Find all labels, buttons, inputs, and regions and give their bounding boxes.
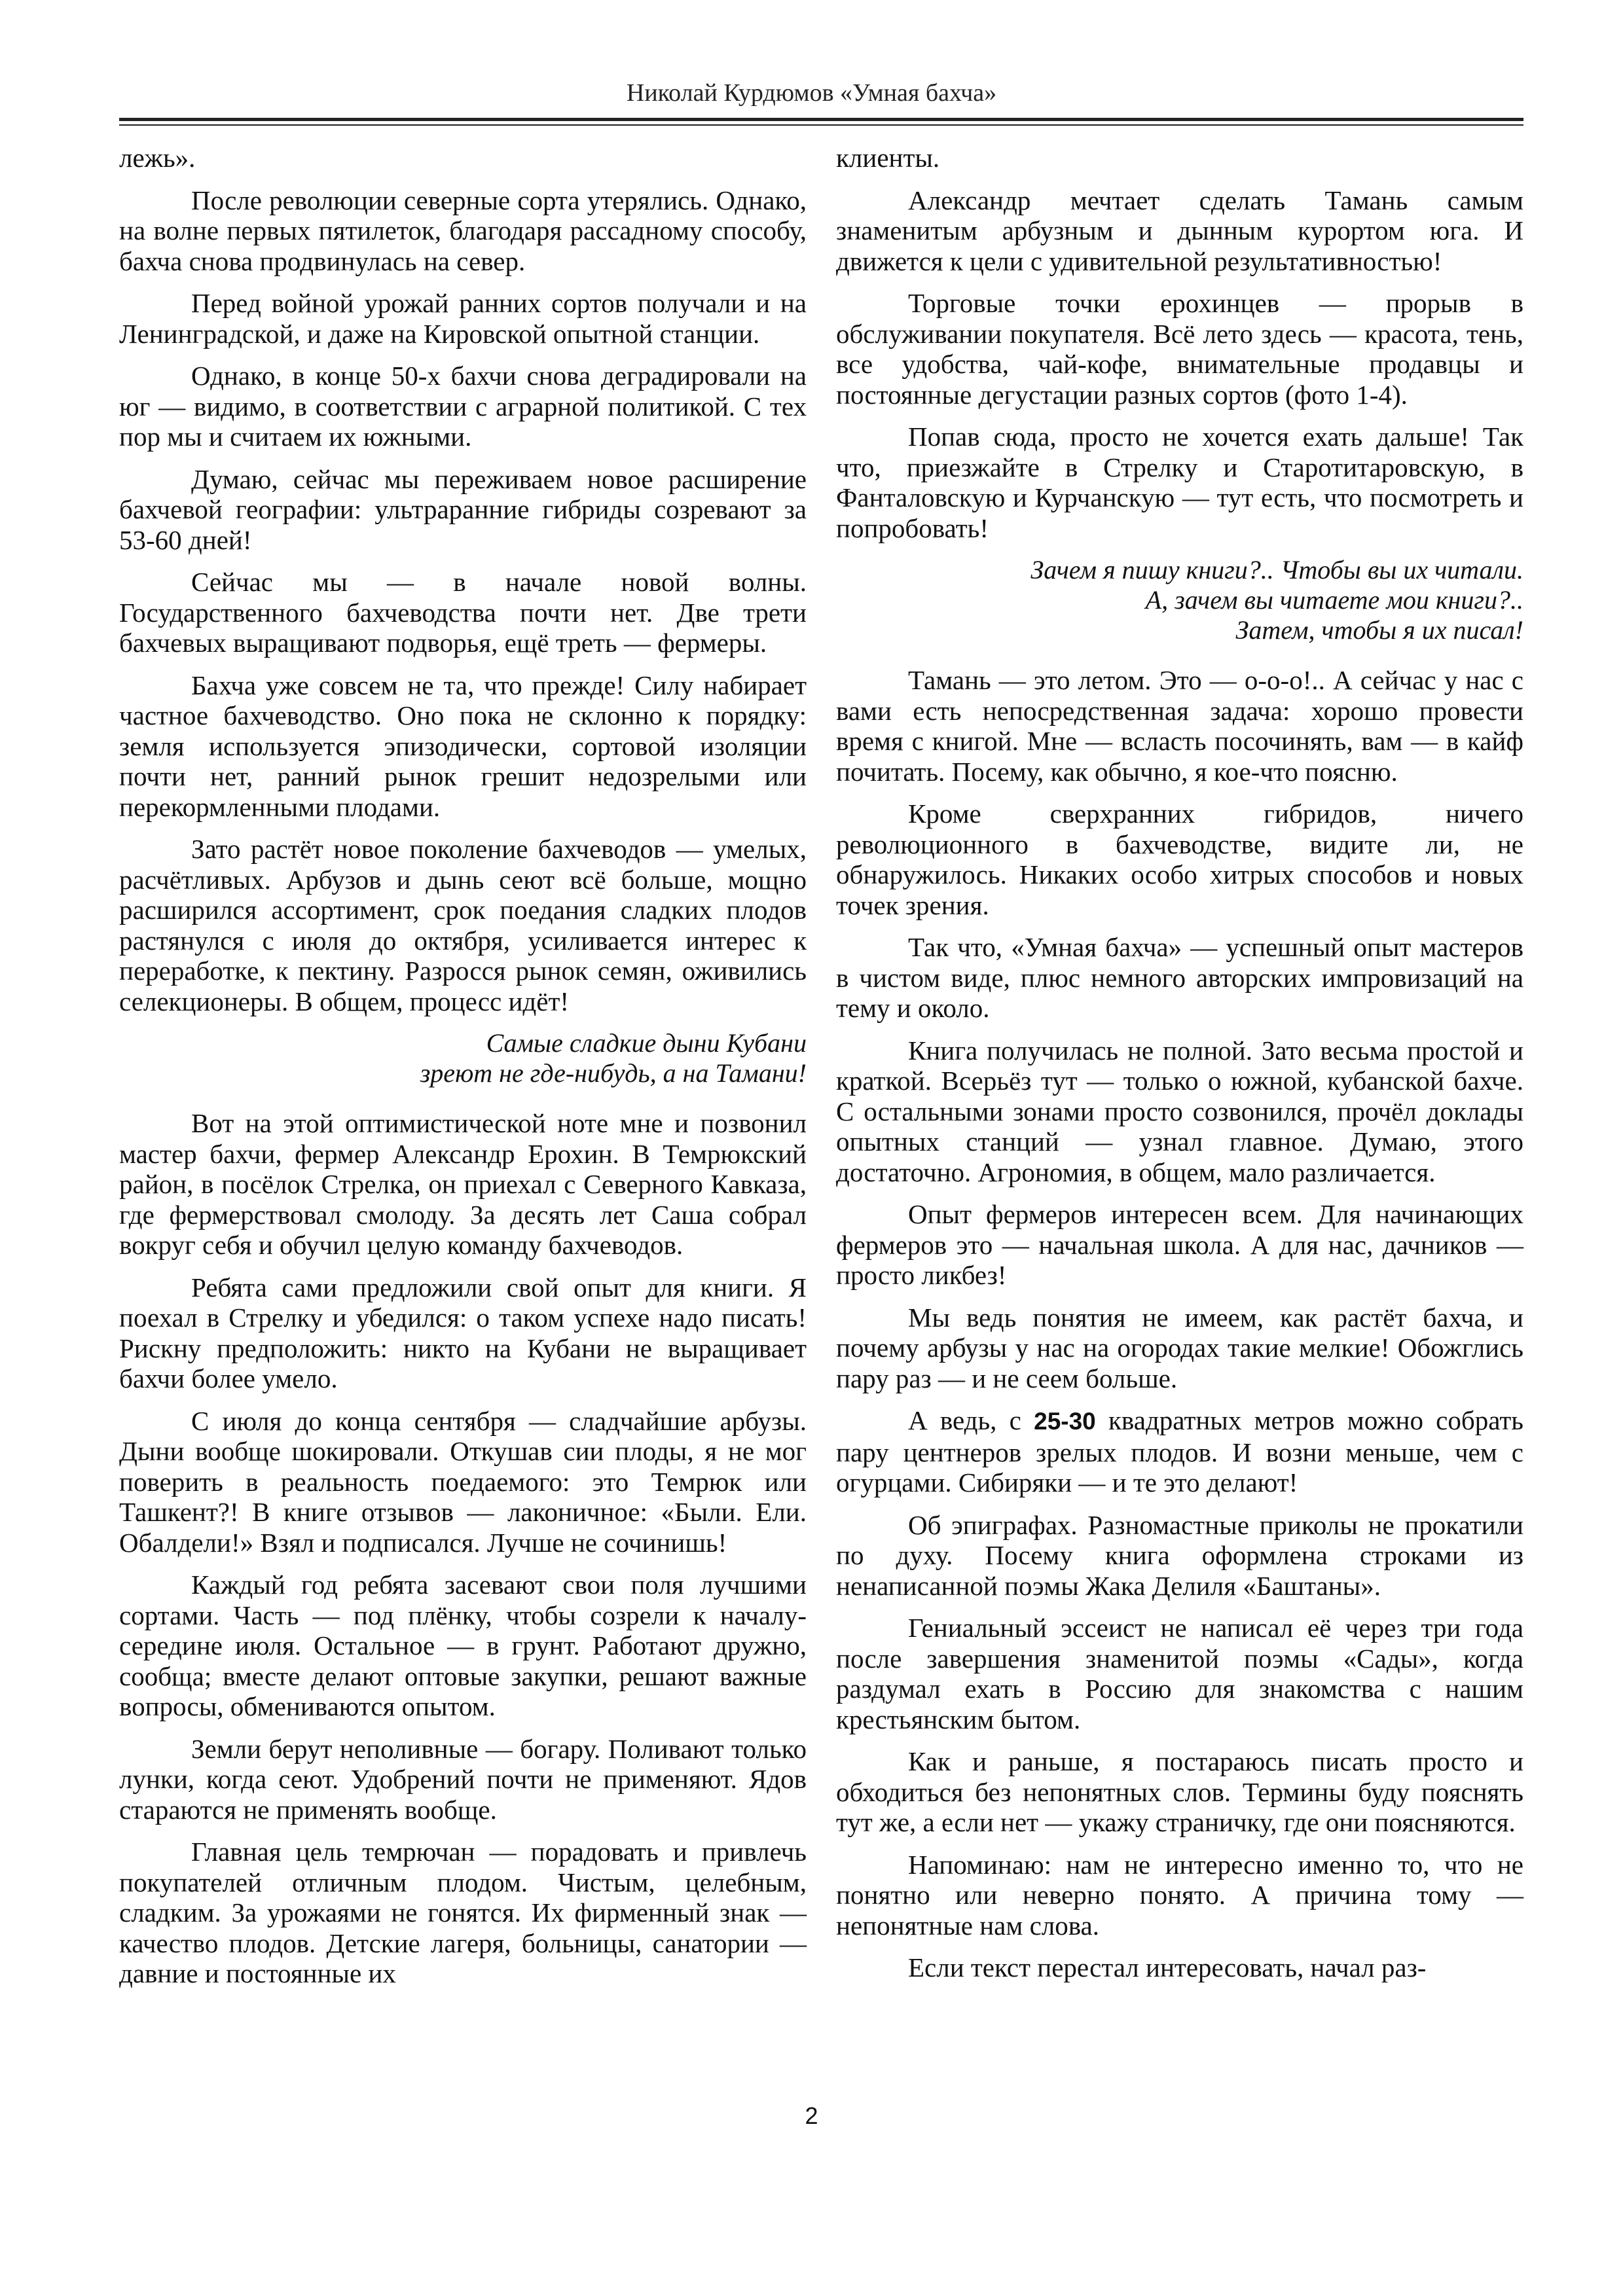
paragraph: Однако, в конце 50-х бахчи снова деградировали на юг — видимо, в соответствии с аграрной политикой. С тех пор мы и считаем их южными. [119, 361, 807, 452]
paragraph: Перед войной урожай ранних сортов получали и на Ленинградской, и даже на Кировской опытной станции. [119, 288, 807, 349]
paragraph: Бахча уже совсем не та, что прежде! Силу набирает частное бахчеводство. Оно пока не склонно к порядку: земля используется эпизодически, сортовой изоляции почти нет, ранний рынок грешит недозрелыми или перекормленными плодами. [119, 670, 807, 822]
right-column [836, 143, 1523, 1995]
paragraph: Думаю, сейчас мы переживаем новое расширение бахчевой географии: ультраранние гибриды созревают за 53-60 дней! [119, 463, 807, 555]
paragraph: клиенты. [836, 143, 940, 173]
paragraph: Ребята сами предложили свой опыт для книги. Я поехал в Стрелку и убедился: о таком успехе надо писать! Рискну предположить: никто на Кубани не выращивает бахчи более умело. [119, 1272, 807, 1393]
paragraph-text: квадратных метров можно собрать пару центнеров зрелых плодов. И возни меньше, чем с огурцами. Сибиряки — и те это делают! [836, 1405, 1523, 1498]
epigraph-line: А, зачем вы читаете мои книги?.. [1145, 585, 1523, 615]
paragraph: Так что, «Умная бахча» — успешный опыт мастеров в чистом виде, плюс немного авторских импровизаций на тему и около. [836, 932, 1523, 1023]
area-figure: 25-30 [1034, 1408, 1096, 1435]
paragraph: Торговые точки ерохинцев — прорыв в обслуживании покупателя. Всё лето здесь — красота, тень, все удобства, чай-кофе, внимательные продавцы и постоянные дегустации разных сортов (фото 1-4). [836, 288, 1523, 410]
paragraph: Попав сюда, просто не хочется ехать дальше! Так что, приезжайте в Стрелку и Старотитаровскую, в Фанталовскую и Курчанскую — тут есть, что посмотреть и попробовать! [836, 422, 1523, 543]
paragraph [836, 1405, 1523, 1498]
epigraph [119, 1028, 807, 1088]
epigraph [836, 555, 1523, 645]
header-rule-thin [119, 124, 1523, 126]
epigraph-line: Зачем я пишу книги?.. Чтобы вы их читали. [1030, 555, 1523, 584]
paragraph: После революции северные сорта утерялись. Однако, на волне первых пятилеток, благодаря рассадному способу, бахча снова продвинулась на север. [119, 185, 807, 276]
left-column [119, 143, 807, 2001]
page-number: 2 [805, 2102, 818, 2129]
paragraph: Напоминаю: нам не интересно именно то, что не понятно или неверно понято. А причина тому — непонятные нам слова. [836, 1849, 1523, 1941]
paragraph: Главная цель темрючан — порадовать и привлечь покупателей отличным плодом. Чистым, целебным, сладким. За урожаями не гонятся. Их фирменный знак — качество плодов. Детские лагеря, больницы, санатории — давние и постоянные их [119, 1837, 807, 1988]
paragraph: лежь». [119, 143, 196, 173]
paragraph: Книга получилась не полной. Зато весьма простой и краткой. Всерьёз тут — только о южной, кубанской бахче. С остальными зонами просто созвонился, прочёл доклады опытных станций — узнал главное. Думаю, этого достаточно. Агрономия, в общем, мало различается. [836, 1035, 1523, 1187]
paragraph: Каждый год ребята засевают свои поля лучшими сортами. Часть — под плёнку, чтобы созрели к началу-середине июля. Остальное — в грунт. Работают дружно, сообща; вместе делают оптовые закупки, решают важные вопросы, обмениваются опытом. [119, 1570, 807, 1721]
paragraph: Тамань — это летом. Это — о-о-о!.. А сейчас у нас с вами есть непосредственная задача: хорошо провести время с книгой. Мне — всласть посочинять, вам — в кайф почитать. Посему, как обычно, я кое-что поясню. [836, 665, 1523, 787]
paragraph: Мы ведь понятия не имеем, как растёт бахча, и почему арбузы у нас на огородах такие мелкие! Обожглись пару раз — и не сеем больше. [836, 1302, 1523, 1393]
paragraph: Земли берут неполивные — богару. Поливают только лунки, когда сеют. Удобрений почти не применяют. Ядов стараются не применять вообще. [119, 1733, 807, 1825]
paragraph: Гениальный эссеист не написал её через три года после завершения знаменитой поэмы «Сады», когда раздумал ехать в Россию для знакомства с нашим крестьянским бытом. [836, 1613, 1523, 1734]
header-rule-thick [119, 118, 1523, 121]
paragraph: Кроме сверхранних гибридов, ничего революционного в бахчеводстве, видите ли, не обнаружилось. Никаких особо хитрых способов и новых точек зрения. [836, 798, 1523, 920]
paragraph-text: А ведь, с [908, 1405, 1034, 1435]
paragraph: Как и раньше, я постараюсь писать просто и обходиться без непонятных слов. Термины буду пояснять тут же, а если нет — укажу страничку, где они поясняются. [836, 1746, 1523, 1837]
paragraph: С июля до конца сентября — сладчайшие арбузы. Дыни вообще шокировали. Откушав сии плоды, я не мог поверить в реальность поедаемого: это Темрюк или Ташкент?! В книге отзывов — лаконичное: «Были. Ели. Обалдели!» Взял и подписался. Лучше не сочинишь! [119, 1405, 807, 1558]
paragraph: Вот на этой оптимистической ноте мне и позвонил мастер бахчи, фермер Александр Ерохин. В Темрюкский район, в посёлок Стрелка, он приехал с Северного Кавказа, где фермерствовал смолоду. За десять лет Саша собрал вокруг себя и обучил целую команду бахчеводов. [119, 1108, 807, 1260]
running-header-title: Николай Курдюмов «Умная бахча» [626, 79, 997, 107]
epigraph-line: Самые сладкие дыни Кубани [486, 1028, 807, 1058]
paragraph: Сейчас мы — в начале новой волны. Государственного бахчеводства почти нет. Две трети бахчевых выращивают подворья, ещё треть — фермеры. [119, 567, 807, 658]
epigraph-line: Затем, чтобы я их писал! [1235, 615, 1523, 645]
paragraph: Об эпиграфах. Разномастные приколы не прокатили по духу. Посему книга оформлена строками из ненаписанной поэмы Жака Делиля «Баштаны». [836, 1509, 1523, 1601]
epigraph-line: зреют не где-нибудь, а на Тамани! [420, 1058, 807, 1088]
paragraph: Александр мечтает сделать Тамань самым знаменитым арбузным и дынным курортом юга. И движется к цели с удивительной результативностью! [836, 185, 1523, 276]
paragraph: Опыт фермеров интересен всем. Для начинающих фермеров это — начальная школа. А для нас, дачников — просто ликбез! [836, 1199, 1523, 1290]
paragraph: Если текст перестал интересовать, начал раз- [908, 1952, 1427, 1982]
paragraph: Зато растёт новое поколение бахчеводов — умелых, расчётливых. Арбузов и дынь сеют всё больше, мощно расширился ассортимент, срок поедания сладких плодов растянулся с июля до октября, усиливается интерес к переработке, к пектину. Разросся рынок семян, оживились селекционеры. В общем, процесс идёт! [119, 834, 807, 1016]
